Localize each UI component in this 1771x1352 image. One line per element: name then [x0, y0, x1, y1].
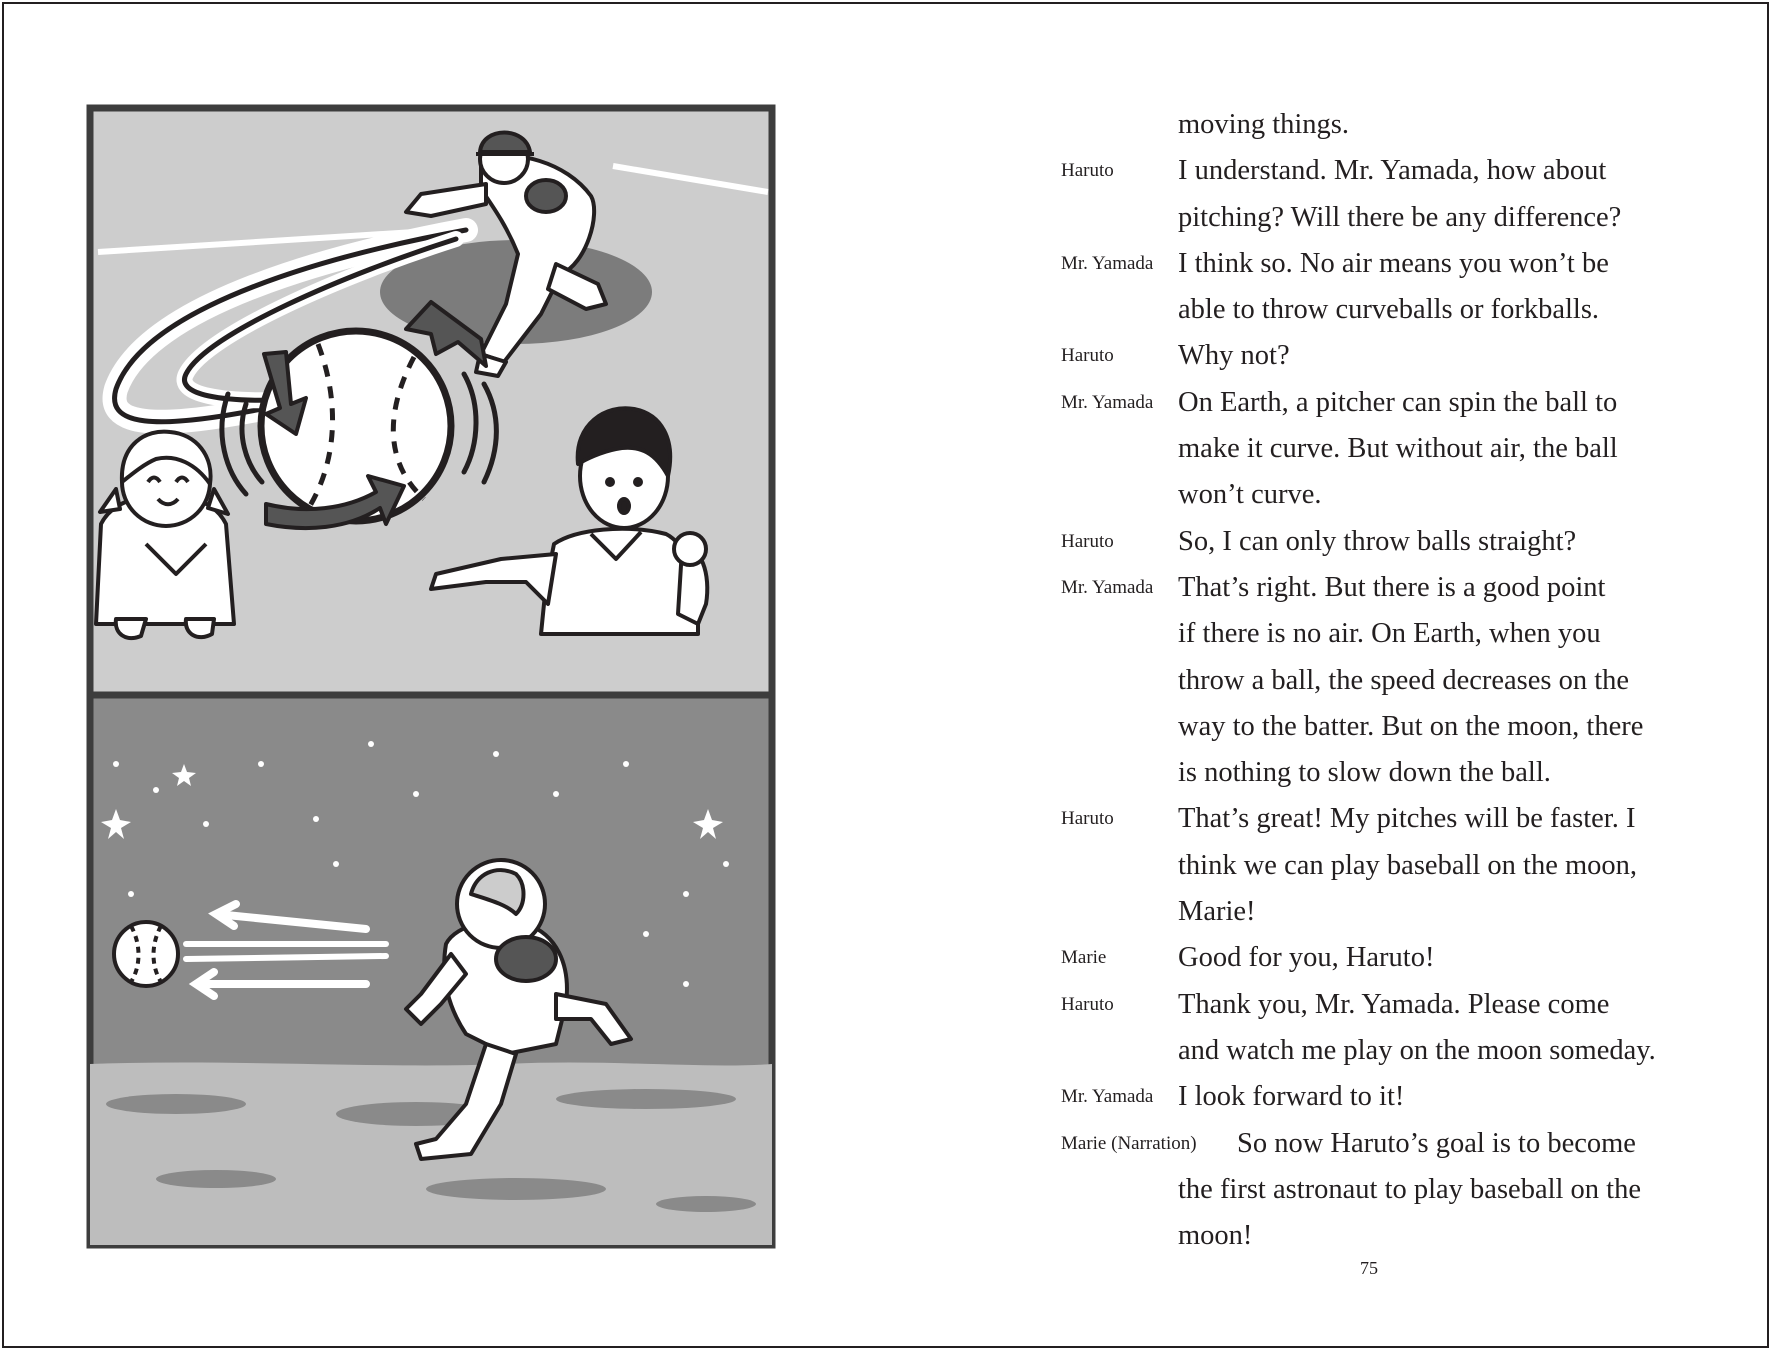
- dialogue-row: [1061, 148, 1761, 194]
- dialogue-row: [1061, 982, 1761, 1028]
- dialogue-row: [1061, 796, 1761, 842]
- dialogue-line: won’t curve.: [1178, 479, 1322, 511]
- dialogue-line: think we can play baseball on the moon,: [1178, 849, 1638, 881]
- dialogue-line: able to throw curveballs or forkballs.: [1178, 294, 1600, 326]
- dialogue-line: moon!: [1178, 1220, 1253, 1252]
- dialogue-row: [1061, 611, 1761, 657]
- dialogue-row: [1061, 287, 1761, 333]
- dialogue-row: [1061, 1213, 1761, 1259]
- dialogue-line: make it curve. But without air, the ball: [1178, 433, 1618, 465]
- speaker-name: Haruto: [1061, 160, 1114, 182]
- speaker-name: Haruto: [1061, 993, 1114, 1015]
- dialogue-line: throw a ball, the speed decreases on the: [1178, 664, 1630, 696]
- dialogue-line: the first astronaut to play baseball on the: [1178, 1173, 1641, 1205]
- book-page: [2, 2, 1769, 1348]
- dialogue-row: [1061, 333, 1761, 379]
- speaker-name: Haruto: [1061, 530, 1114, 552]
- dialogue-row: [1061, 750, 1761, 796]
- dialogue-row: [1061, 1074, 1761, 1120]
- speaker-name: Mr. Yamada: [1061, 1086, 1154, 1108]
- speaker-name: Haruto: [1061, 808, 1114, 830]
- illustration: [86, 104, 786, 1250]
- dialogue-line: I think so. No air means you won’t be: [1178, 247, 1609, 279]
- dialogue-row: [1061, 1028, 1761, 1074]
- dialogue-row: [1061, 519, 1761, 565]
- dialogue-line: On Earth, a pitcher can spin the ball to: [1178, 386, 1618, 418]
- dialogue-line: Good for you, Haruto!: [1178, 942, 1435, 974]
- speaker-name: Marie: [1061, 947, 1107, 969]
- dialogue-row: [1061, 426, 1761, 472]
- speaker-name: Marie (Narration): [1061, 1132, 1197, 1154]
- dialogue-line: Why not?: [1178, 340, 1290, 372]
- dialogue-row: [1061, 195, 1761, 241]
- dialogue-line: So, I can only throw balls straight?: [1178, 525, 1577, 557]
- dialogue-line: moving things.: [1178, 109, 1350, 140]
- dialogue-line: So now Haruto’s goal is to become: [1237, 1127, 1636, 1159]
- dialogue-row: [1061, 380, 1761, 426]
- speaker-name: Mr. Yamada: [1061, 576, 1154, 598]
- dialogue-line: if there is no air. On Earth, when you: [1178, 618, 1601, 650]
- dialogue-row: [1061, 1121, 1761, 1167]
- page-number: 75: [1360, 1258, 1378, 1278]
- dialogue-line: I look forward to it!: [1178, 1081, 1405, 1113]
- dialogue-line: Marie!: [1178, 896, 1256, 928]
- dialogue-row: [1061, 102, 1761, 148]
- dialogue-line: is nothing to slow down the ball.: [1178, 757, 1551, 789]
- dialogue-script: [1061, 102, 1761, 1259]
- dialogue-row: [1061, 241, 1761, 287]
- dialogue-line: That’s right. But there is a good point: [1178, 571, 1606, 603]
- speaker-name: Haruto: [1061, 345, 1114, 367]
- speaker-name: Mr. Yamada: [1061, 391, 1154, 413]
- dialogue-line: I understand. Mr. Yamada, how about: [1178, 155, 1607, 187]
- dialogue-row: [1061, 704, 1761, 750]
- dialogue-line: and watch me play on the moon someday.: [1178, 1034, 1656, 1066]
- dialogue-line: That’s great! My pitches will be faster. I: [1178, 803, 1636, 835]
- dialogue-row: [1061, 658, 1761, 704]
- dialogue-row: [1061, 1167, 1761, 1213]
- dialogue-line: pitching? Will there be any difference?: [1178, 201, 1622, 233]
- moon-baseball: [114, 922, 178, 986]
- dialogue-row: [1061, 565, 1761, 611]
- dialogue-line: Thank you, Mr. Yamada. Please come: [1178, 988, 1610, 1020]
- dialogue-row: [1061, 843, 1761, 889]
- dialogue-row: [1061, 935, 1761, 981]
- dialogue-row: [1061, 472, 1761, 518]
- dialogue-row: [1061, 889, 1761, 935]
- speaker-name: Mr. Yamada: [1061, 252, 1154, 274]
- baseball-illustration: [86, 104, 786, 1250]
- dialogue-line: way to the batter. But on the moon, there: [1178, 710, 1644, 742]
